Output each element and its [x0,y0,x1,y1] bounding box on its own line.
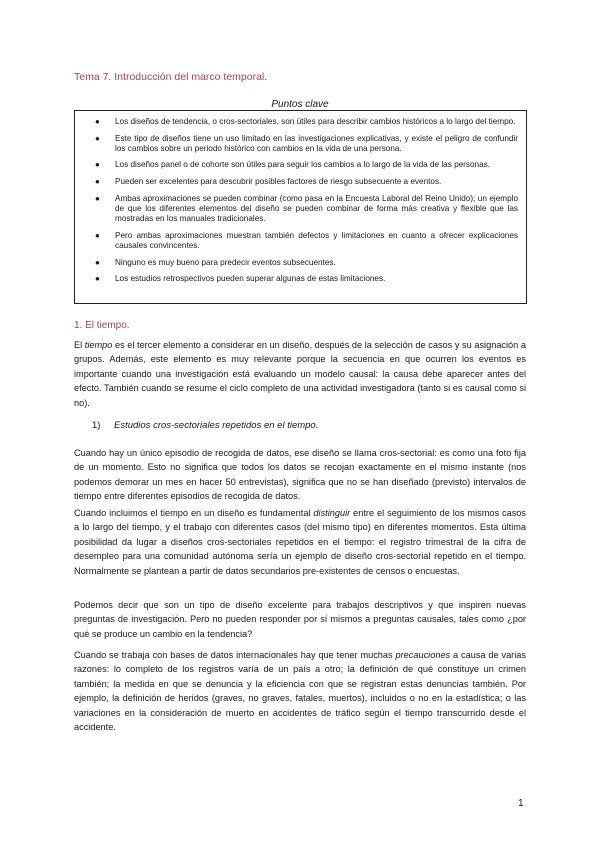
key-point-item: ● Ambas aproximaciones se pueden combinar (como pasa en la Encuesta Laboral del Reino Unido); un ejemplo de que los diferentes elementos del diseño se pueden combinar de forma más creativa y flexible que las mostradas en los manuales tradicionales. [95,193,518,224]
paragraph-time-intro: El tiempo es el tercer elemento a considerar en un diseño, después de la selección de casos y su asignación a grupos. Además, este elemento es muy relevante porque la secuencia en que ocurren los eventos es importante cuando una investigación está evaluando un modelo causal: la causa debe aparecer antes del efecto. También cuando se resume el ciclo completo de una actividad investigadora (tanto si es causal como si no). [74,340,526,408]
bullet-icon: ● [95,193,100,203]
bullet-icon: ● [95,133,100,143]
key-point-item: ● Los estudios retrospectivos pueden superar algunas de estas limitaciones. [95,274,386,284]
key-point-item: ● Pero ambas aproximaciones muestran también defectos y limitaciones en cuanto a ofrecer explicaciones causales convincentes. [95,230,518,250]
paragraph-international-data: Cuando se trabaja con bases de datos internacionales hay que tener muchas precauciones a causa de varias razones: lo completo de los registros varía de un país a otro; la definición de qué constituye un crimen también; la medida en que se denuncia y la eficiencia con que se registran estas denuncias también. Por ejemplo, la definición de heridos (graves, no graves, fatales, muertos), incluidos o no en la estadística; o las variaciones en la consideración de muerto en accidentes de tráfico según el tiempo transcurrido desde el accidente. [74,650,526,733]
key-point-item: ● Los diseños panel o de cohorte son útiles para seguir los cambios a lo largo de la vida de las personas. [95,160,491,170]
section-title: 1. El tiempo. [74,320,130,331]
bullet-icon: ● [95,274,100,284]
page-number: 1 [518,798,524,809]
paragraph-repeated: Cuando incluimos el tiempo en un diseño es fundamental distinguir entre el seguimiento de los mismos casos a lo largo del tiempo, y el trabajo con diferentes casos (del mismo tipo) en diferentes momentos. Esta última posibilidad da lugar a diseños cros-sectoriales repetidos en el tiempo: el registro trimestral de la cifra de desempleo para una comunidad autónoma sería un ejemplo de diseño cros-sectorial repetido en el tiempo. Normalmente se plantean a partir de datos secundarios pre-existentes de censos o encuestas. [74,508,526,576]
bullet-icon: ● [95,230,100,240]
bullet-icon: ● [95,177,100,187]
key-point-item: ● Los diseños de tendencia, o cros-sectoriales, son útiles para describir cambios históricos a lo largo del tiempo. [95,117,516,126]
paragraph-descriptive: Podemos decir que son un tipo de diseño excelente para trabajos descriptivos y que inspiren nuevas preguntas de investigación. Pero no pueden responder por sí mismos a preguntas causales, tales como ¿por qué se produce un cambio en la tendencia? [74,600,526,639]
key-point-item: ● Ninguno es muy bueno para predecir eventos subsecuentes. [95,257,336,267]
key-point-item: ● Pueden ser excelentes para descubrir posibles factores de riesgo subsecuente a eventos. [95,177,442,187]
key-point-item: ● Este tipo de diseños tiene un uso limitado en las investigaciones explicativas, y existe el peligro de confundir los cambios sobre un periodo histórico con cambios en la vida de una persona. [95,133,518,153]
subsection-title [92,420,318,431]
emphasis: distinguir [313,508,351,518]
chapter-title: Tema 7. Introducción del marco temporal. [74,71,268,83]
key-points-box [74,110,527,304]
emphasis: tiempo [84,340,113,350]
key-points-title: Puntos clave [271,99,329,110]
paragraph-cross-sectional: Cuando hay un único episodio de recogida de datos, ese diseño se llama cros-sectorial: es como una foto fija de un momento. Esto no significa que todos los datos se recojan exactamente en el mismo instante (nos podemos demorar un mes en hacer 50 entrevistas), significa que no se han diseñado (previsto) intervalos de tiempo entre diferentes episodios de recogida de datos. [74,448,526,502]
subsection-number: 1) [92,420,101,431]
bullet-icon: ● [95,117,100,126]
emphasis: precauciones [395,650,451,660]
bullet-icon: ● [95,257,100,267]
bullet-icon: ● [95,160,100,170]
subsection-text: Estudios cros-sectoriales repetidos en el tiempo. [114,420,319,431]
